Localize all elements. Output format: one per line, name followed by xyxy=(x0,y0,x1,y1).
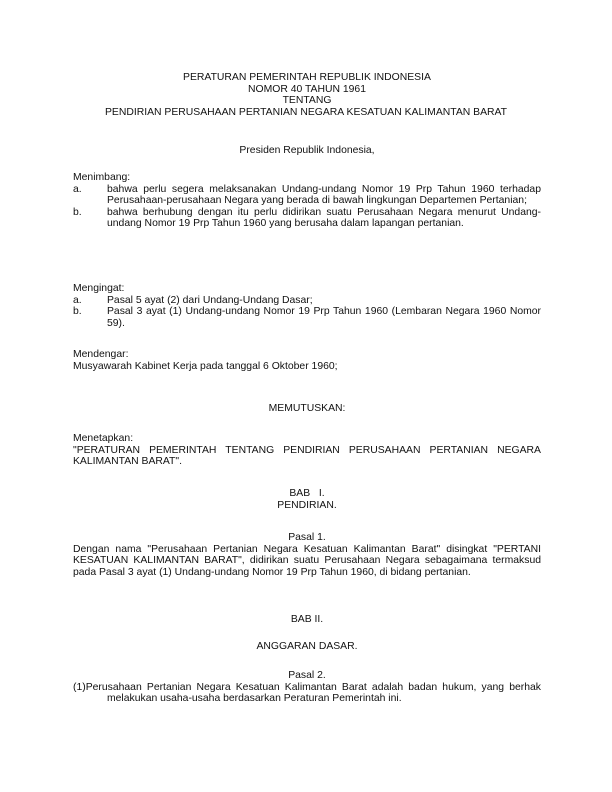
header-tentang-line: TENTANG xyxy=(282,95,332,107)
header-title-line: PERATURAN PEMERINTAH REPUBLIK INDONESIA xyxy=(183,72,431,83)
president-text: Presiden Republik Indonesia, xyxy=(239,145,375,156)
bab-1-title: BAB I. xyxy=(289,488,325,499)
bab-2-subheading xyxy=(73,641,541,653)
mengingat-item-text: Pasal 3 ayat (1) Undang-undang Nomor 19 Prp Tahun 1960 (Lembaran Negara 1960 Nomor 59). xyxy=(107,306,541,329)
bab-2-subtitle: ANGGARAN DASAR. xyxy=(256,641,358,652)
menimbang-section xyxy=(73,172,541,230)
bab-2-title: BAB II. xyxy=(290,614,324,625)
mendengar-label: Mendengar: xyxy=(73,349,129,360)
bab-2-heading xyxy=(73,614,541,626)
menetapkan-text: "PERATURAN PEMERINTAH TENTANG PENDIRIAN PERUSAHAAN PERTANIAN NEGARA KALIMANTAN BARAT". xyxy=(73,444,541,468)
pasal-1-title: Pasal 1. xyxy=(288,532,326,543)
mengingat-label: Mengingat: xyxy=(73,283,125,294)
menetapkan-label: Menetapkan: xyxy=(73,433,134,444)
pasal-2-section xyxy=(73,670,541,705)
header-number-line: NOMOR 40 TAHUN 1961 xyxy=(248,83,366,95)
document-header xyxy=(73,72,541,107)
mengingat-section xyxy=(73,283,541,329)
header-subject xyxy=(40,107,572,119)
president-line xyxy=(73,145,541,157)
mendengar-text: Musyawarah Kabinet Kerja pada tanggal 6 Oktober 1960; xyxy=(73,360,338,372)
mendengar-section xyxy=(73,349,541,372)
pasal-2-title: Pasal 2. xyxy=(288,670,326,681)
list-marker: b. xyxy=(73,306,82,318)
bab-1-heading xyxy=(73,488,541,511)
mengingat-item-text: Pasal 5 ayat (2) dari Undang-Undang Dasar; xyxy=(107,294,313,306)
pasal-2-text: (1)Perusahaan Pertanian Negara Kesatuan Kalimantan Barat adalah badan hukum, yang berhak melakukan usaha-usaha berdasarkan Peraturan Pemerintah ini. xyxy=(73,681,541,705)
menetapkan-section xyxy=(73,433,541,468)
list-marker: a. xyxy=(73,294,82,306)
menimbang-item xyxy=(73,184,541,207)
pasal-1-section xyxy=(73,532,541,578)
mengingat-item xyxy=(73,306,541,329)
mengingat-item xyxy=(73,295,541,307)
list-marker: b. xyxy=(73,206,82,218)
memutuskan-text: MEMUTUSKAN: xyxy=(268,403,346,414)
menimbang-item-text: bahwa perlu segera melaksanakan Undang-undang Nomor 19 Prp Tahun 1960 terhadap Perusahaan-perusahaan Negara yang berada di bawah lingkungan Departemen Pertanian; xyxy=(107,183,541,207)
header-subject-line: PENDIRIAN PERUSAHAAN PERTANIAN NEGARA KESATUAN KALIMANTAN BARAT xyxy=(104,107,508,118)
menimbang-item xyxy=(73,207,541,230)
pasal-1-text: Dengan nama "Perusahaan Pertanian Negara Kesatuan Kalimantan Barat" disingkat "PERTANI KESATUAN KALIMANTAN BARAT", didirikan suatu Perusahaan Negara sebagaimana termaksud pada Pasal 3 ayat (1) Undang-undang Nomor 19 Prp Tahun 1960, di bidang pertanian. xyxy=(73,543,541,578)
bab-1-subtitle: PENDIRIAN. xyxy=(277,499,337,511)
menimbang-label: Menimbang: xyxy=(73,172,131,183)
memutuskan-heading xyxy=(73,403,541,415)
list-marker: a. xyxy=(73,183,82,195)
menimbang-item-text: bahwa berhubung dengan itu perlu didirikan suatu Perusahaan Negara menurut Undang-undang Nomor 19 Prp Tahun 1960 yang berusaha dalam lapangan pertanian. xyxy=(107,206,541,230)
